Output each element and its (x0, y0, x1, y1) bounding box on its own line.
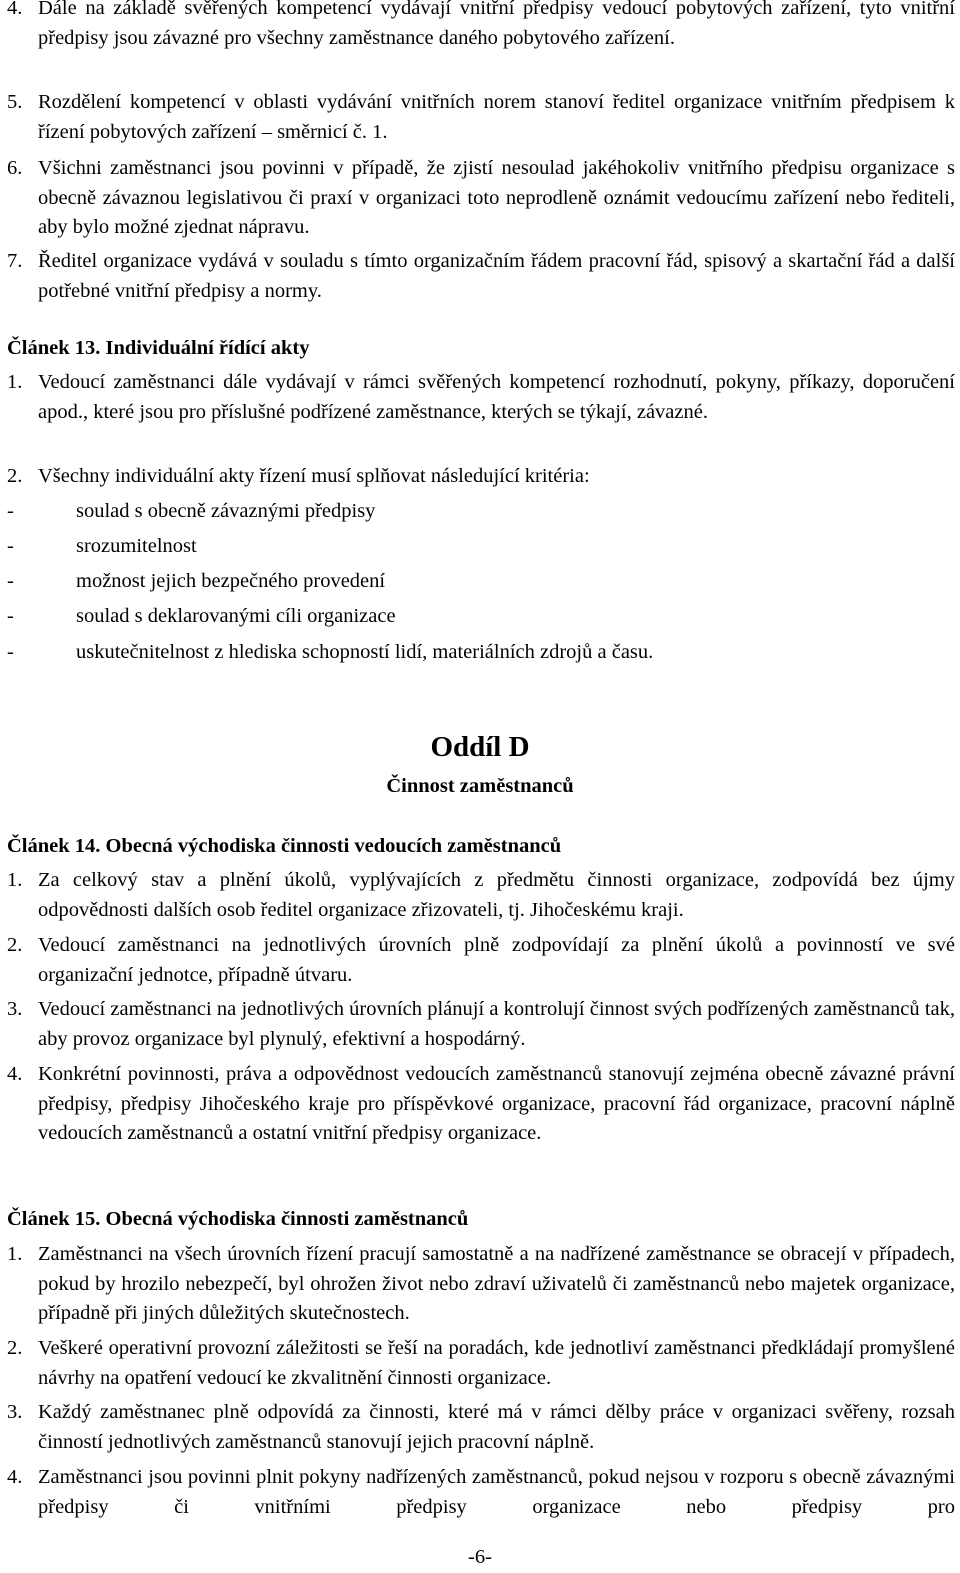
list-item (7, 995, 955, 1054)
list-item (7, 1398, 955, 1457)
list-item (7, 1060, 955, 1149)
item-number: 2. (7, 1337, 23, 1359)
item-number: 1. (7, 869, 23, 891)
list-item (7, 368, 955, 427)
bullet-item (7, 532, 197, 562)
item-text: Všechny individuální akty řízení musí splňovat následující kritéria: (38, 465, 590, 487)
item-text: Za celkový stav a plnění úkolů, vyplývajících z předmětu činnosti organizace, zodpovídá bez újmy odpovědnosti dalších osob ředitel organizace zřizovateli, tj. Jihočeskému kraji. (38, 869, 955, 921)
bullet-item (7, 638, 653, 668)
list-item (7, 931, 955, 990)
item-number: 4. (7, 1466, 23, 1488)
item-text: Veškeré operativní provozní záležitosti se řeší na poradách, kde jednotliví zaměstnanci předkládají promyšlené návrhy na opatření vedoucí ke zkvalitnění činnosti organizace. (38, 1337, 955, 1389)
bullet-dash: - (7, 641, 14, 663)
bullet-dash: - (7, 605, 14, 627)
article-13-heading: Článek 13. Individuální řídící akty (7, 337, 310, 359)
item-text: Dále na základě svěřených kompetencí vydávají vnitřní předpisy vedoucí pobytových zařízení, tyto vnitřní předpisy jsou závazné pro všechny zaměstnance daného pobytového zařízení. (38, 0, 955, 49)
item-number: 2. (7, 465, 23, 487)
item-number: 7. (7, 250, 23, 272)
section-title: Oddíl D (430, 731, 530, 763)
list-item (7, 866, 955, 925)
article-14-heading: Článek 14. Obecná východiska činnosti vedoucích zaměstnanců (7, 835, 562, 857)
item-text: Vedoucí zaměstnanci na jednotlivých úrovních plánují a kontrolují činnost svých podřízených zaměstnanců tak, aby provoz organizace byl plynulý, efektivní a hospodárný. (38, 998, 955, 1050)
bullet-dash: - (7, 570, 14, 592)
item-number: 3. (7, 998, 23, 1020)
list-item (7, 154, 955, 243)
list-item (7, 1463, 955, 1522)
item-number: 4. (7, 1063, 23, 1085)
bullet-text: možnost jejich bezpečného provedení (76, 570, 386, 592)
bullet-dash: - (7, 535, 14, 557)
item-text: Rozdělení kompetencí v oblasti vydávání vnitřních norem stanoví ředitel organizace vnitřním předpisem k řízení pobytových zařízení – směrnicí č. 1. (38, 91, 955, 143)
bullet-item (7, 602, 396, 632)
item-text: Ředitel organizace vydává v souladu s tímto organizačním řádem pracovní řád, spisový a skartační řád a další potřebné vnitřní předpisy a normy. (38, 250, 955, 302)
article-15-heading: Článek 15. Obecná východiska činnosti zaměstnanců (7, 1208, 469, 1230)
bullet-item (7, 567, 385, 597)
item-text: Všichni zaměstnanci jsou povinni v případě, že zjistí nesoulad jakéhokoliv vnitřního předpisu organizace s obecně závaznou legislativou či praxí v organizaci toto neprodleně oznámit vedoucímu zařízení nebo řediteli, aby bylo možné zjednat nápravu. (38, 157, 955, 238)
item-number: 5. (7, 91, 23, 113)
item-text: Konkrétní povinnosti, práva a odpovědnost vedoucích zaměstnanců stanovují zejména obecně závazné právní předpisy, předpisy Jihočeského kraje pro příspěvkové organizace, pracovní řád organizace, pracovní náplně vedoucích zaměstnanců a ostatní vnitřní předpisy organizace. (38, 1063, 955, 1144)
item-text: Každý zaměstnanec plně odpovídá za činnosti, které má v rámci dělby práce v organizaci svěřeny, rozsah činností jednotlivých zaměstnanců stanovují jejich pracovní náplně. (38, 1401, 955, 1453)
item-text: Zaměstnanci na všech úrovních řízení pracují samostatně a na nadřízené zaměstnance se obracejí v případech, pokud by hrozilo nebezpečí, byl ohrožen život nebo zdraví uživatelů či zaměstnanců nebo majetek organizace, případně při jiných důležitých skutečnostech. (38, 1243, 955, 1324)
list-item (7, 462, 955, 492)
list-item (7, 1240, 955, 1329)
bullet-dash: - (7, 500, 14, 522)
item-number: 4. (7, 0, 23, 19)
bullet-text: uskutečnitelnost z hlediska schopností lidí, materiálních zdrojů a času. (76, 641, 654, 663)
page-number: -6- (468, 1546, 492, 1568)
list-item (7, 247, 955, 306)
item-number: 3. (7, 1401, 23, 1423)
section-subtitle: Činnost zaměstnanců (386, 775, 574, 797)
item-number: 2. (7, 934, 23, 956)
item-text: Zaměstnanci jsou povinni plnit pokyny nadřízených zaměstnanců, pokud nejsou v rozporu s obecně závaznými předpisy či vnitřními předpisy organizace nebo předpisy pro (38, 1466, 955, 1518)
item-number: 1. (7, 1243, 23, 1265)
item-number: 6. (7, 157, 23, 179)
list-item (7, 88, 955, 147)
item-text: Vedoucí zaměstnanci dále vydávají v rámci svěřených kompetencí rozhodnutí, pokyny, příkazy, doporučení apod., které jsou pro příslušné podřízené zaměstnance, kterých se týkají, závazné. (38, 371, 955, 423)
list-item (7, 0, 955, 53)
bullet-text: srozumitelnost (76, 535, 197, 557)
bullet-text: soulad s deklarovanými cíli organizace (76, 605, 396, 627)
bullet-item (7, 497, 375, 527)
list-item (7, 1334, 955, 1393)
item-text: Vedoucí zaměstnanci na jednotlivých úrovních plně zodpovídají za plnění úkolů a povinností ve své organizační jednotce, případně útvaru. (38, 934, 955, 986)
bullet-text: soulad s obecně závaznými předpisy (76, 500, 376, 522)
item-number: 1. (7, 371, 23, 393)
